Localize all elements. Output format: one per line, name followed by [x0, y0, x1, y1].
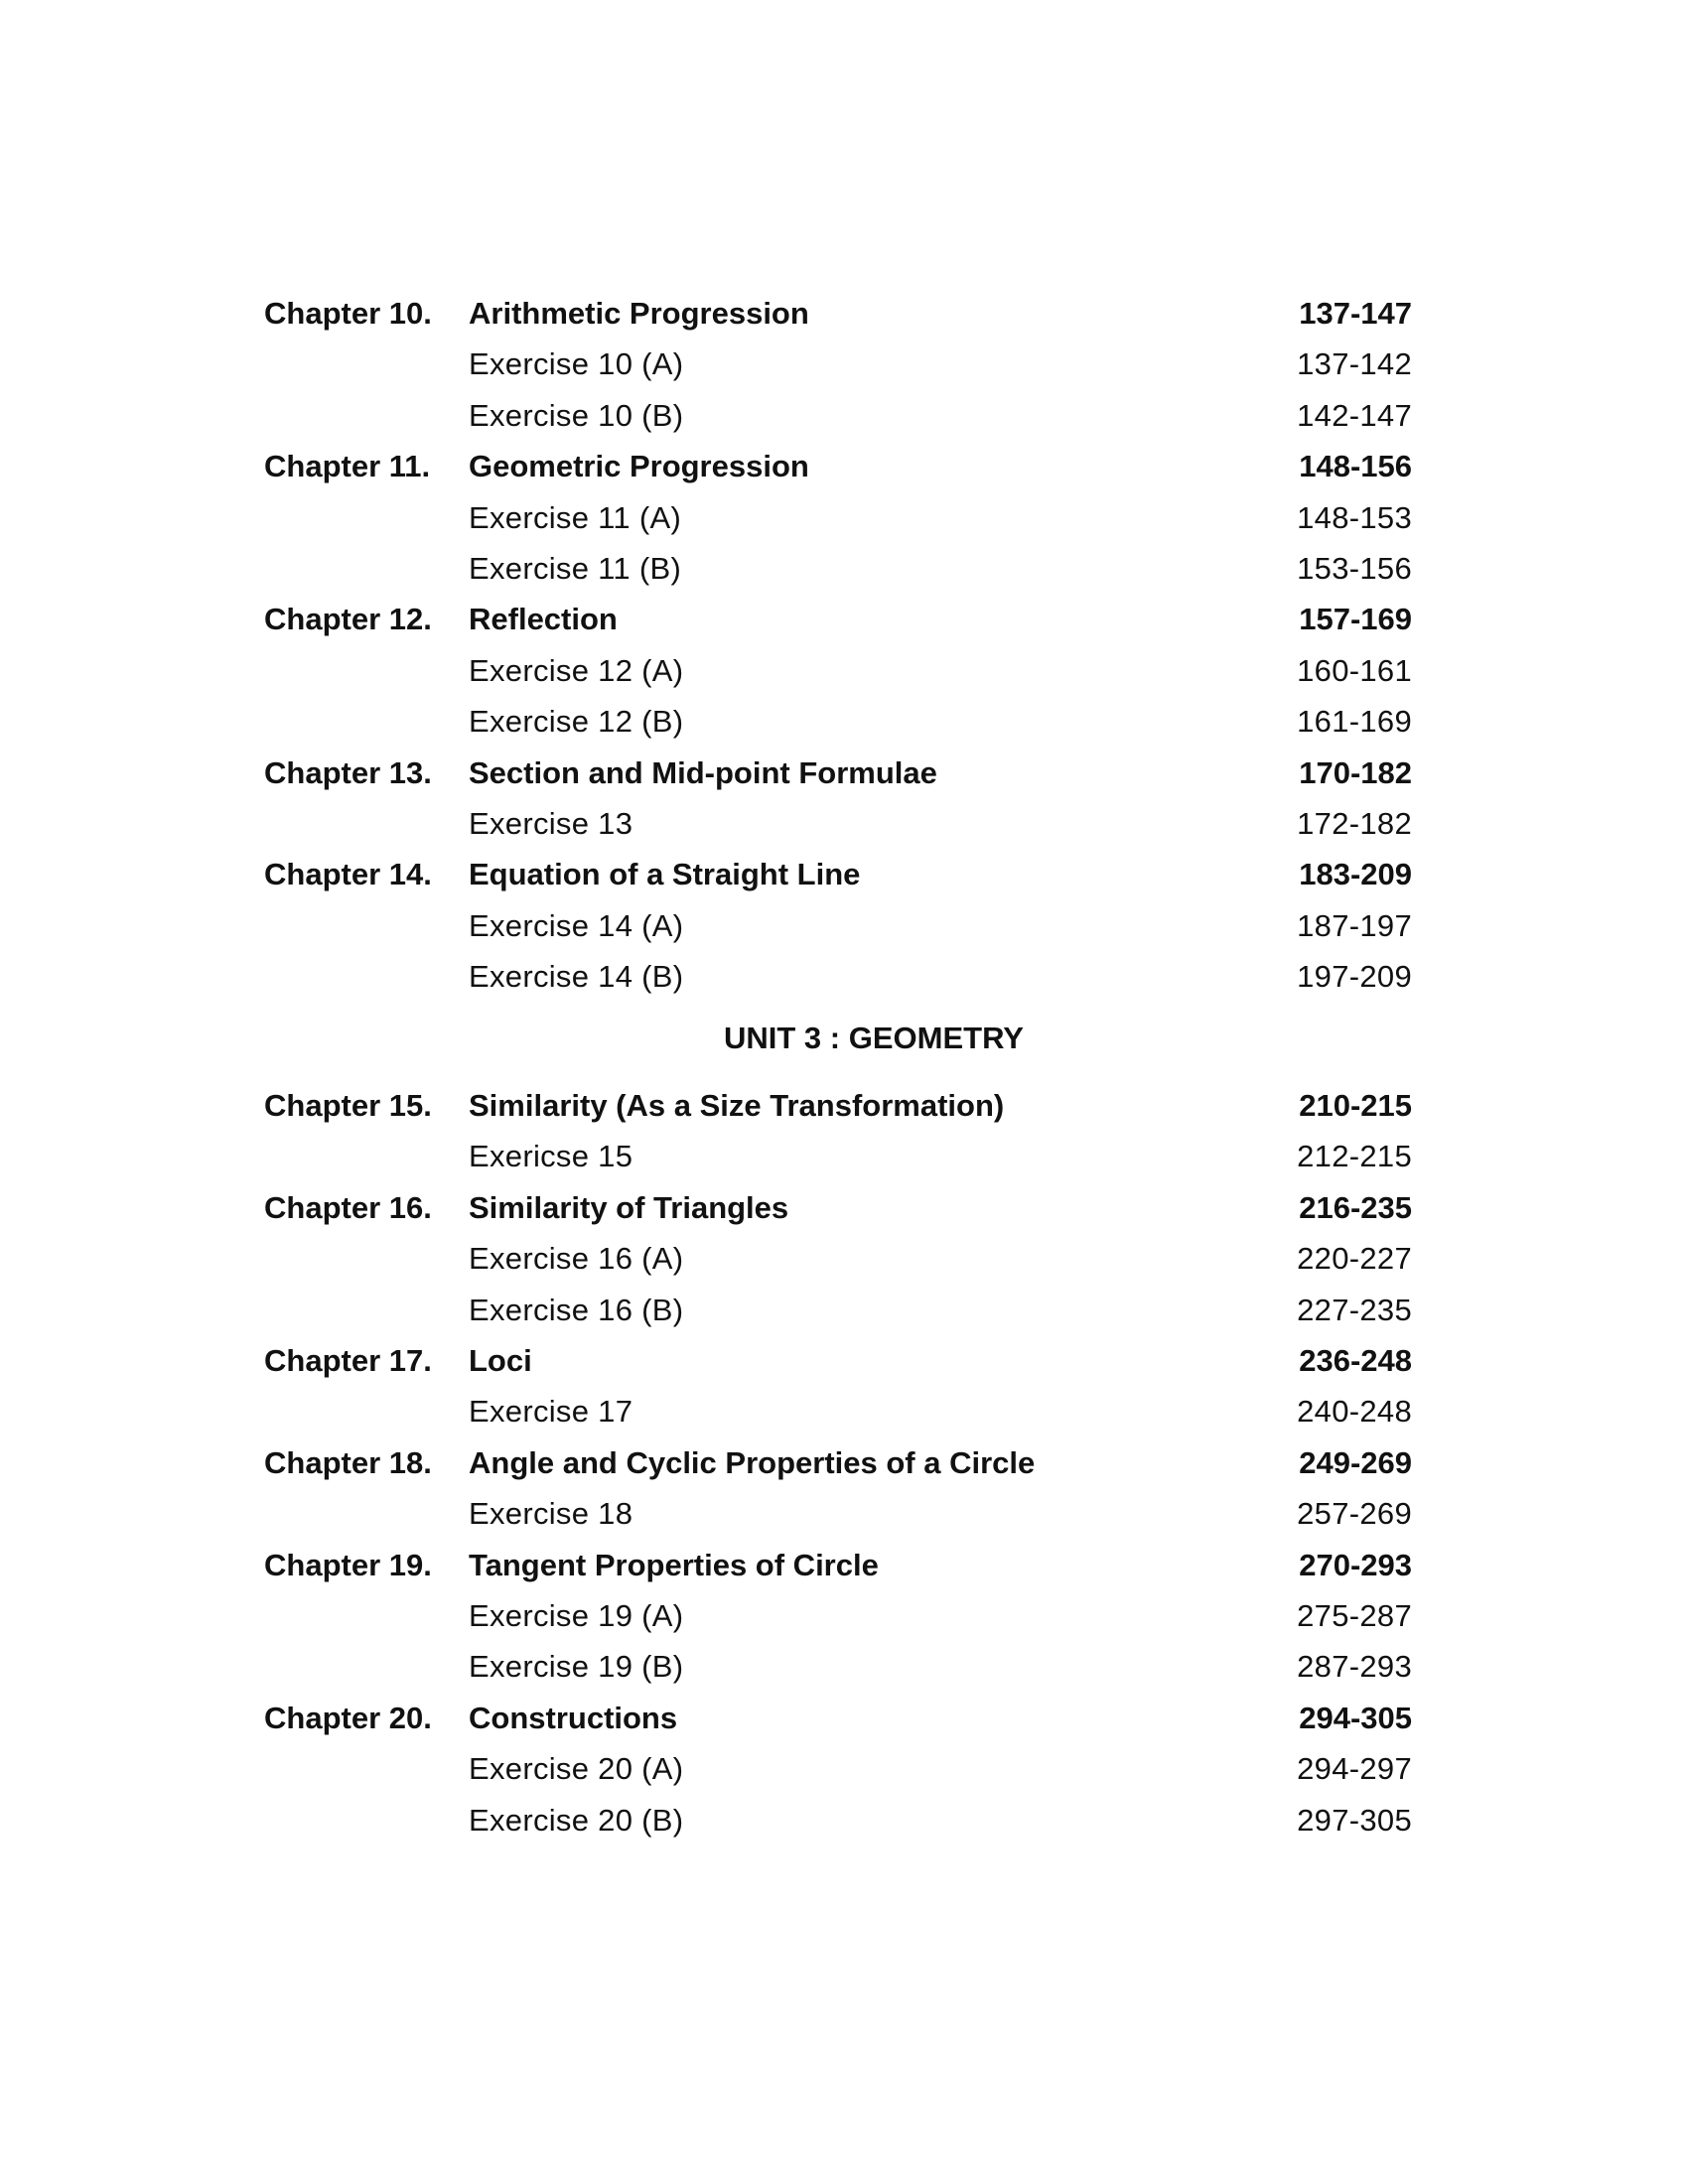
page-range: 270-293	[1299, 1547, 1412, 1582]
toc-exercise-row	[0, 1488, 1688, 1540]
chapter-number: Chapter 11.	[264, 449, 431, 484]
exercise-title: Exercise 16 (B)	[469, 1292, 684, 1327]
exercise-title: Exercise 19 (B)	[469, 1649, 684, 1685]
chapter-title: Similarity of Triangles	[469, 1189, 789, 1225]
toc-exercise-row	[0, 492, 1688, 544]
chapter-number: Chapter 16.	[264, 1189, 432, 1225]
page-range: 257-269	[1297, 1496, 1412, 1532]
exercise-title: Exercise 13	[469, 806, 633, 841]
chapter-number: Chapter 12.	[264, 602, 432, 637]
toc-exercise-row	[0, 1641, 1688, 1693]
page-range: 220-227	[1297, 1241, 1412, 1277]
toc-exercise-row	[0, 1590, 1688, 1642]
page-range: 172-182	[1297, 806, 1412, 841]
page-range: 137-147	[1299, 296, 1412, 331]
exercise-title: Exercise 10 (B)	[469, 397, 684, 433]
page-range: 157-169	[1299, 602, 1412, 637]
toc-chapter-row	[0, 1080, 1688, 1132]
page-range: 227-235	[1297, 1292, 1412, 1327]
page-range: 170-182	[1299, 754, 1412, 790]
toc-exercise-row	[0, 1386, 1688, 1437]
chapter-number: Chapter 14.	[264, 857, 432, 892]
toc-exercise-row	[0, 951, 1688, 1003]
exercise-title: Exericse 15	[469, 1139, 633, 1174]
page-range: 148-156	[1299, 449, 1412, 484]
chapter-title: Angle and Cyclic Properties of a Circle	[469, 1444, 1036, 1480]
toc-exercise-row	[0, 1285, 1688, 1336]
exercise-title: Exercise 14 (A)	[469, 907, 684, 943]
toc-chapter-row	[0, 594, 1688, 645]
toc-exercise-row	[0, 339, 1688, 390]
toc-chapter-row	[0, 441, 1688, 492]
page-range: 197-209	[1297, 959, 1412, 995]
exercise-title: Exercise 14 (B)	[469, 959, 684, 995]
chapter-title: Loci	[469, 1343, 532, 1378]
page-range: 137-142	[1297, 346, 1412, 382]
toc-chapter-row	[0, 1182, 1688, 1234]
chapter-title: Similarity (As a Size Transformation)	[469, 1088, 1005, 1123]
toc-exercise-row	[0, 543, 1688, 595]
toc-exercise-row	[0, 696, 1688, 748]
chapter-number: Chapter 20.	[264, 1700, 432, 1735]
toc-exercise-row	[0, 1743, 1688, 1795]
chapter-title: Tangent Properties of Circle	[469, 1547, 879, 1582]
toc-chapter-row	[0, 1693, 1688, 1744]
page-range: 161-169	[1297, 704, 1412, 740]
chapter-number: Chapter 15.	[264, 1088, 432, 1123]
page-range: 142-147	[1297, 397, 1412, 433]
exercise-title: Exercise 20 (A)	[469, 1751, 684, 1787]
toc-exercise-row	[0, 1795, 1688, 1846]
exercise-title: Exercise 19 (A)	[469, 1598, 684, 1633]
page-range: 287-293	[1297, 1649, 1412, 1685]
toc-exercise-row	[0, 798, 1688, 850]
page-range: 148-153	[1297, 499, 1412, 535]
page-range: 249-269	[1299, 1444, 1412, 1480]
chapter-title: Geometric Progression	[469, 449, 809, 484]
page-range: 294-297	[1297, 1751, 1412, 1787]
page-range: 183-209	[1299, 857, 1412, 892]
toc-exercise-row	[0, 1131, 1688, 1182]
toc-exercise-row	[0, 1233, 1688, 1285]
exercise-title: Exercise 18	[469, 1496, 633, 1532]
chapter-title: Arithmetic Progression	[469, 296, 809, 331]
chapter-number: Chapter 10.	[264, 296, 432, 331]
exercise-title: Exercise 16 (A)	[469, 1241, 684, 1277]
chapter-number: Chapter 18.	[264, 1444, 432, 1480]
exercise-title: Exercise 12 (A)	[469, 652, 684, 688]
page-range: 160-161	[1297, 652, 1412, 688]
toc-exercise-row	[0, 900, 1688, 952]
unit-heading: UNIT 3 : GEOMETRY	[724, 1021, 1024, 1055]
chapter-title: Equation of a Straight Line	[469, 857, 861, 892]
toc-chapter-row	[0, 1437, 1688, 1489]
page-range: 275-287	[1297, 1598, 1412, 1633]
page-range: 210-215	[1299, 1088, 1412, 1123]
exercise-title: Exercise 11 (A)	[469, 499, 682, 535]
exercise-title: Exercise 11 (B)	[469, 551, 682, 586]
toc-exercise-row	[0, 645, 1688, 697]
exercise-title: Exercise 12 (B)	[469, 704, 684, 740]
chapter-title: Section and Mid-point Formulae	[469, 754, 937, 790]
toc-chapter-row	[0, 1335, 1688, 1387]
page-range: 294-305	[1299, 1700, 1412, 1735]
page-range: 240-248	[1297, 1394, 1412, 1430]
toc-chapter-row	[0, 1540, 1688, 1591]
page-range: 212-215	[1297, 1139, 1412, 1174]
exercise-title: Exercise 10 (A)	[469, 346, 684, 382]
toc-chapter-row	[0, 849, 1688, 900]
chapter-title: Constructions	[469, 1700, 678, 1735]
page-range: 216-235	[1299, 1189, 1412, 1225]
toc-exercise-row	[0, 390, 1688, 442]
toc-chapter-row	[0, 288, 1688, 340]
page-range: 236-248	[1299, 1343, 1412, 1378]
exercise-title: Exercise 17	[469, 1394, 633, 1430]
chapter-title: Reflection	[469, 602, 618, 637]
toc-chapter-row	[0, 748, 1688, 799]
page-range: 187-197	[1297, 907, 1412, 943]
exercise-title: Exercise 20 (B)	[469, 1802, 684, 1838]
page-range: 297-305	[1297, 1802, 1412, 1838]
chapter-number: Chapter 13.	[264, 754, 432, 790]
chapter-number: Chapter 19.	[264, 1547, 432, 1582]
page-range: 153-156	[1297, 551, 1412, 586]
chapter-number: Chapter 17.	[264, 1343, 432, 1378]
